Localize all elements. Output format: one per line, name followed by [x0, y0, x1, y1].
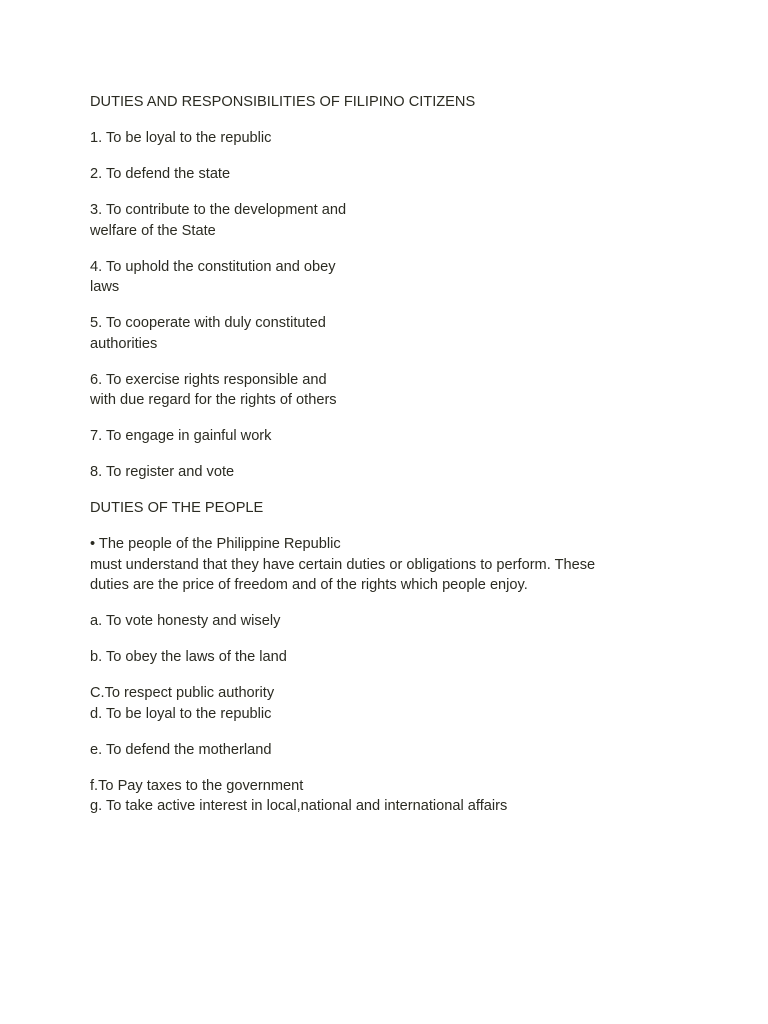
list-item: 2. To defend the state: [90, 166, 231, 182]
list-item: e. To defend the motherland: [90, 741, 272, 758]
list-item: a. To vote honesty and wisely: [90, 613, 281, 629]
heading-people-duties: DUTIES OF THE PEOPLE: [90, 500, 264, 516]
list-item: 1. To be loyal to the republic: [90, 130, 272, 146]
list-item: 5. To cooperate with duly constituted authorities: [90, 315, 326, 352]
list-item: 4. To uphold the constitution and obey laws: [90, 258, 336, 295]
list-item: g. To take active interest in local,national and international affairs: [90, 798, 508, 814]
list-item: 3. To contribute to the development and welfare of the State: [90, 202, 347, 239]
list-item: C.To respect public authority: [90, 685, 275, 701]
list-item: f.To Pay taxes to the government: [90, 777, 304, 794]
document-page: [90, 92, 730, 832]
list-item: b. To obey the laws of the land: [90, 649, 287, 665]
list-item: 8. To register and vote: [90, 464, 235, 480]
heading-citizens-duties: DUTIES AND RESPONSIBILITIES OF FILIPINO CITIZENS: [90, 94, 476, 110]
people-intro-paragraph: • The people of the Philippine Republic must understand that they have certain duties or obligations to perform. These duties are the price of freedom and of the rights which people enjoy.: [90, 536, 596, 593]
list-item: 7. To engage in gainful work: [90, 428, 272, 444]
list-item: d. To be loyal to the republic: [90, 705, 272, 722]
list-item: 6. To exercise rights responsible and with due regard for the rights of others: [90, 371, 337, 408]
